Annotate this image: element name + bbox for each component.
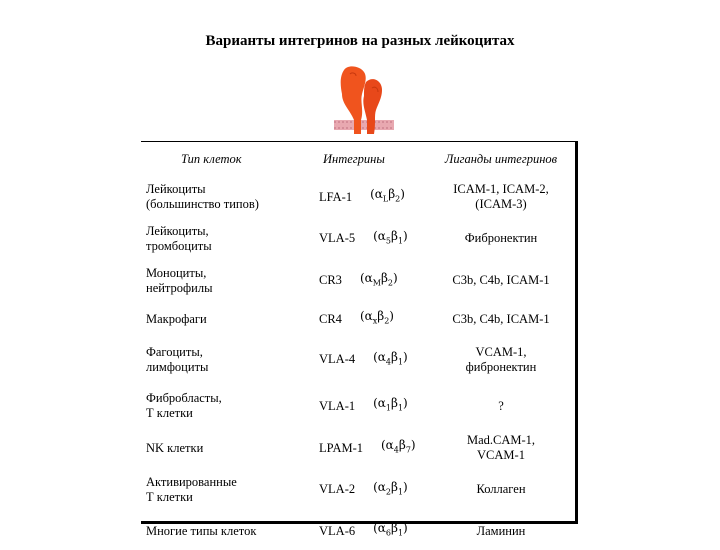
ligands xyxy=(426,336,576,383)
header-integrins: Интегрины xyxy=(323,151,385,166)
integrin xyxy=(319,512,429,550)
cell-type xyxy=(146,467,286,512)
cell-type xyxy=(146,429,286,467)
cell-type-line: Т клетки xyxy=(146,406,193,420)
beta-subunit: 1 xyxy=(397,528,404,538)
table-row xyxy=(141,383,575,429)
ligand-line: фибронектин xyxy=(465,359,537,374)
cell-type-line: Фибробласты, xyxy=(146,391,222,405)
beta-subunit: 2 xyxy=(395,194,401,204)
integrin xyxy=(319,467,429,512)
integrin-formula: $(\alpha_L\beta_2)$ xyxy=(370,187,405,204)
integrin xyxy=(319,383,429,429)
integrin-name: VLA-4 xyxy=(319,352,356,366)
integrin-name: LFA-1 xyxy=(319,189,353,204)
beta-subunit: 1 xyxy=(397,487,404,497)
ligand-line: C3b, C4b, ICAM-1 xyxy=(452,311,550,326)
ligands xyxy=(426,383,576,429)
ligands xyxy=(426,259,576,302)
cell-type-line: Лейкоциты xyxy=(146,182,206,196)
beta-subunit: 1 xyxy=(397,236,404,246)
cell-type-line: лимфоциты xyxy=(146,359,209,374)
table-row xyxy=(141,336,575,383)
alpha-subunit: 4 xyxy=(385,357,391,367)
integrin-name: LPAM-1 xyxy=(319,440,363,455)
ligands xyxy=(426,302,576,336)
integrin-formula: $(\alpha_5\beta_1)$ xyxy=(373,228,408,246)
cell-type-line: нейтрофилы xyxy=(146,280,213,295)
integrin-name: VLA-2 xyxy=(319,482,356,496)
ligands xyxy=(426,176,576,218)
table-row xyxy=(141,467,575,512)
beta-subunit: 7 xyxy=(405,445,411,455)
beta-subunit: 1 xyxy=(397,357,404,367)
cell-type-line: NK клетки xyxy=(146,440,204,455)
ligand-line: ? xyxy=(498,398,504,413)
cell-type xyxy=(146,512,286,550)
integrin-name: VLA-5 xyxy=(319,231,356,245)
page-title: Варианты интегринов на разных лейкоцитах xyxy=(205,33,515,49)
cell-type-line: (большинство типов) xyxy=(146,197,259,211)
table-row xyxy=(141,302,575,336)
integrin-formula: $(\alpha_M\beta_2)$ xyxy=(359,270,398,288)
integrin xyxy=(319,218,429,259)
ligand-line: VCAM-1 xyxy=(477,448,525,462)
ligands xyxy=(426,467,576,512)
beta-subunit: 1 xyxy=(397,403,404,413)
ligands xyxy=(426,512,576,550)
ligand-line: C3b, C4b, ICAM-1 xyxy=(452,273,550,287)
integrin-formula: $(\alpha_4\beta_1)$ xyxy=(373,349,408,367)
alpha-subunit: 2 xyxy=(385,487,391,497)
table-row xyxy=(141,176,575,218)
cell-type-line: Моноциты, xyxy=(146,265,207,280)
cell-type xyxy=(146,302,286,336)
cell-type xyxy=(146,259,286,302)
alpha-subunit: 1 xyxy=(385,403,391,413)
ligands xyxy=(426,218,576,259)
beta-subunit: 2 xyxy=(384,316,390,326)
table-row xyxy=(141,218,575,259)
ligands xyxy=(426,429,576,467)
cell-type xyxy=(146,336,286,383)
integrin-formula: $(\alpha_4\beta_7)$ xyxy=(381,438,416,455)
table-row xyxy=(141,429,575,467)
integrin xyxy=(319,176,429,218)
integrin xyxy=(319,302,429,336)
cell-type-line: Многие типы клеток xyxy=(146,523,257,538)
ligand-line: Ламинин xyxy=(476,523,526,538)
integrin xyxy=(319,336,429,383)
beta-subunit: 2 xyxy=(387,278,393,288)
cell-type-line: Фагоциты, xyxy=(146,344,203,359)
cell-type-line: тромбоциты xyxy=(146,238,212,253)
integrin-table xyxy=(141,141,578,538)
integrin-formula: $(\alpha_1\beta_1)$ xyxy=(373,396,408,413)
ligand-line: (ICAM-3) xyxy=(475,197,527,211)
alpha-subunit: 5 xyxy=(385,236,391,246)
integrin-name: CR4 xyxy=(319,311,342,326)
cell-type-line: Лейкоциты, xyxy=(146,223,209,238)
table-row xyxy=(141,259,575,302)
cell-type-line: Активированные xyxy=(146,474,237,489)
integrin-name: CR3 xyxy=(319,273,342,287)
alpha-subunit: 6 xyxy=(385,528,391,538)
integrin-name: VLA-6 xyxy=(319,523,356,538)
integrin xyxy=(319,429,429,467)
cell-type xyxy=(146,218,286,259)
table-row xyxy=(141,512,575,550)
cell-type xyxy=(146,383,286,429)
ligand-line: ICAM-1, ICAM-2, xyxy=(453,182,549,196)
alpha-subunit: x xyxy=(372,316,378,326)
integrin-formula: $(\alpha_6\beta_1)$ xyxy=(373,521,408,538)
cell-type xyxy=(146,176,286,218)
cell-type-line: Т клетки xyxy=(146,489,193,504)
alpha-subunit: M xyxy=(372,278,381,288)
header-ligands: Лиганды интегринов xyxy=(444,151,558,166)
ligand-line: Коллаген xyxy=(476,482,526,496)
integrin xyxy=(319,259,429,302)
table-header xyxy=(141,142,575,176)
integrin-molecule-icon xyxy=(334,64,394,140)
integrin-name: VLA-1 xyxy=(319,398,356,413)
ligand-line: Фибронектин xyxy=(464,231,538,245)
integrin-formula: $(\alpha_2\beta_1)$ xyxy=(373,479,408,497)
header-cell-type: Тип клеток xyxy=(181,151,242,166)
alpha-subunit: 4 xyxy=(393,445,399,455)
ligand-line: VCAM-1, xyxy=(475,344,527,359)
alpha-subunit: L xyxy=(382,194,389,204)
ligand-line: Mad.CAM-1, xyxy=(466,433,536,447)
cell-type-line: Макрофаги xyxy=(146,311,207,326)
integrin-formula: $(\alpha_x\beta_2)$ xyxy=(359,309,394,326)
